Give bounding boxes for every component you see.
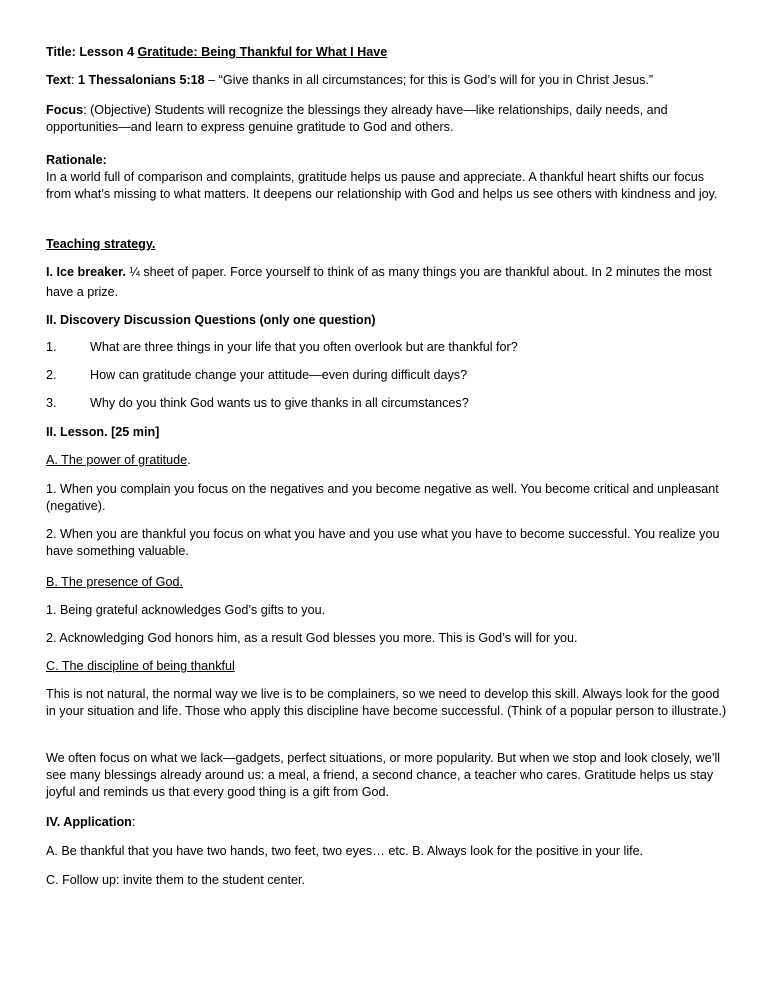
scripture-quote: – “Give thanks in all circumstances; for this is God’s will for you in Christ Jesus.” — [204, 73, 654, 87]
text-sep: : — [70, 73, 78, 87]
section-a-point-2: 2. When you are thankful you focus on what you have and you use what you have to become successful. You realize you have something valuable. — [46, 527, 720, 558]
discovery-question — [46, 367, 467, 384]
section-a-period: . — [187, 453, 191, 467]
application-colon: : — [131, 815, 136, 829]
section-a-title: A. The power of gratitude — [46, 453, 188, 467]
question-number: 3. — [46, 396, 57, 410]
focus-paragraph — [46, 102, 730, 136]
discovery-question — [46, 339, 518, 356]
question-number: 1. — [46, 340, 57, 354]
rationale-label: Rationale: — [46, 153, 107, 167]
title-prefix: Title: Lesson 4 — [46, 45, 138, 59]
section-b-point-1: 1. Being grateful acknowledges God’s gifts to you. — [46, 603, 326, 617]
scripture-reference: 1 Thessalonians 5:18 — [77, 73, 205, 87]
section-c-heading: C. The discipline of being thankful — [46, 659, 235, 673]
title-topic: Gratitude: Being Thankful for What I Have — [137, 45, 388, 59]
lesson-title — [46, 44, 387, 61]
ice-breaker-body: ¼ sheet of paper. Force yourself to think of as many things you are thankful about. In 2 minutes the most have a prize. — [46, 265, 712, 299]
section-c-paragraph-1: This is not natural, the normal way we live is to be complainers, so we need to develop this skill. Always look for the good in your situation and life. Those who apply this discipline have become successful. (Think of a popular person to illustrate.) — [46, 687, 727, 718]
section-c-paragraph-2: We often focus on what we lack—gadgets, perfect situations, or more popularity. But when we stop and look closely, we’ll see many blessings already around us: a meal, a friend, a second chance, a teacher who cares. Gratitude helps us stay joyful and reminds us that every good thing is a gift from God. — [46, 751, 721, 799]
focus-label: Focus — [46, 103, 84, 117]
application-point-c: C. Follow up: invite them to the student center. — [46, 873, 306, 887]
section-b-heading: B. The presence of God. — [46, 575, 183, 589]
question-text: What are three things in your life that you often overlook but are thankful for? — [90, 340, 518, 354]
section-a-point-1: 1. When you complain you focus on the negatives and you become negative as well. You become critical and unpleasant (negative). — [46, 482, 719, 513]
application-point-ab: A. Be thankful that you have two hands, two feet, two eyes… etc. B. Always look for the positive in your life. — [46, 844, 644, 858]
rationale-body: In a world full of comparison and complaints, gratitude helps us pause and appreciate. A thankful heart shifts our focus from what’s missing to what matters. It deepens our relationship with God and helps us see others with kindness and joy. — [46, 170, 718, 201]
discovery-heading: II. Discovery Discussion Questions (only one question) — [46, 313, 376, 327]
ice-breaker-paragraph — [46, 262, 730, 302]
question-text: Why do you think God wants us to give thanks in all circumstances? — [90, 396, 469, 410]
section-a-heading — [46, 452, 191, 469]
section-b-point-2: 2. Acknowledging God honors him, as a result God blesses you more. This is God’s will for you. — [46, 631, 578, 645]
discovery-question — [46, 395, 469, 412]
text-label: Text — [46, 73, 71, 87]
ice-breaker-label: I. Ice breaker. — [46, 265, 126, 279]
lesson-heading: II. Lesson. [25 min] — [46, 425, 160, 439]
focus-body: : (Objective) Students will recognize the blessings they already have—like relationships, daily needs, and opportunities—and learn to express genuine gratitude to God and others. — [46, 103, 668, 134]
question-text: How can gratitude change your attitude—even during difficult days? — [90, 368, 468, 382]
scripture-text — [46, 72, 653, 89]
application-label: IV. Application — [46, 815, 132, 829]
teaching-strategy-heading: Teaching strategy. — [46, 237, 156, 251]
application-heading — [46, 814, 135, 831]
question-number: 2. — [46, 368, 57, 382]
